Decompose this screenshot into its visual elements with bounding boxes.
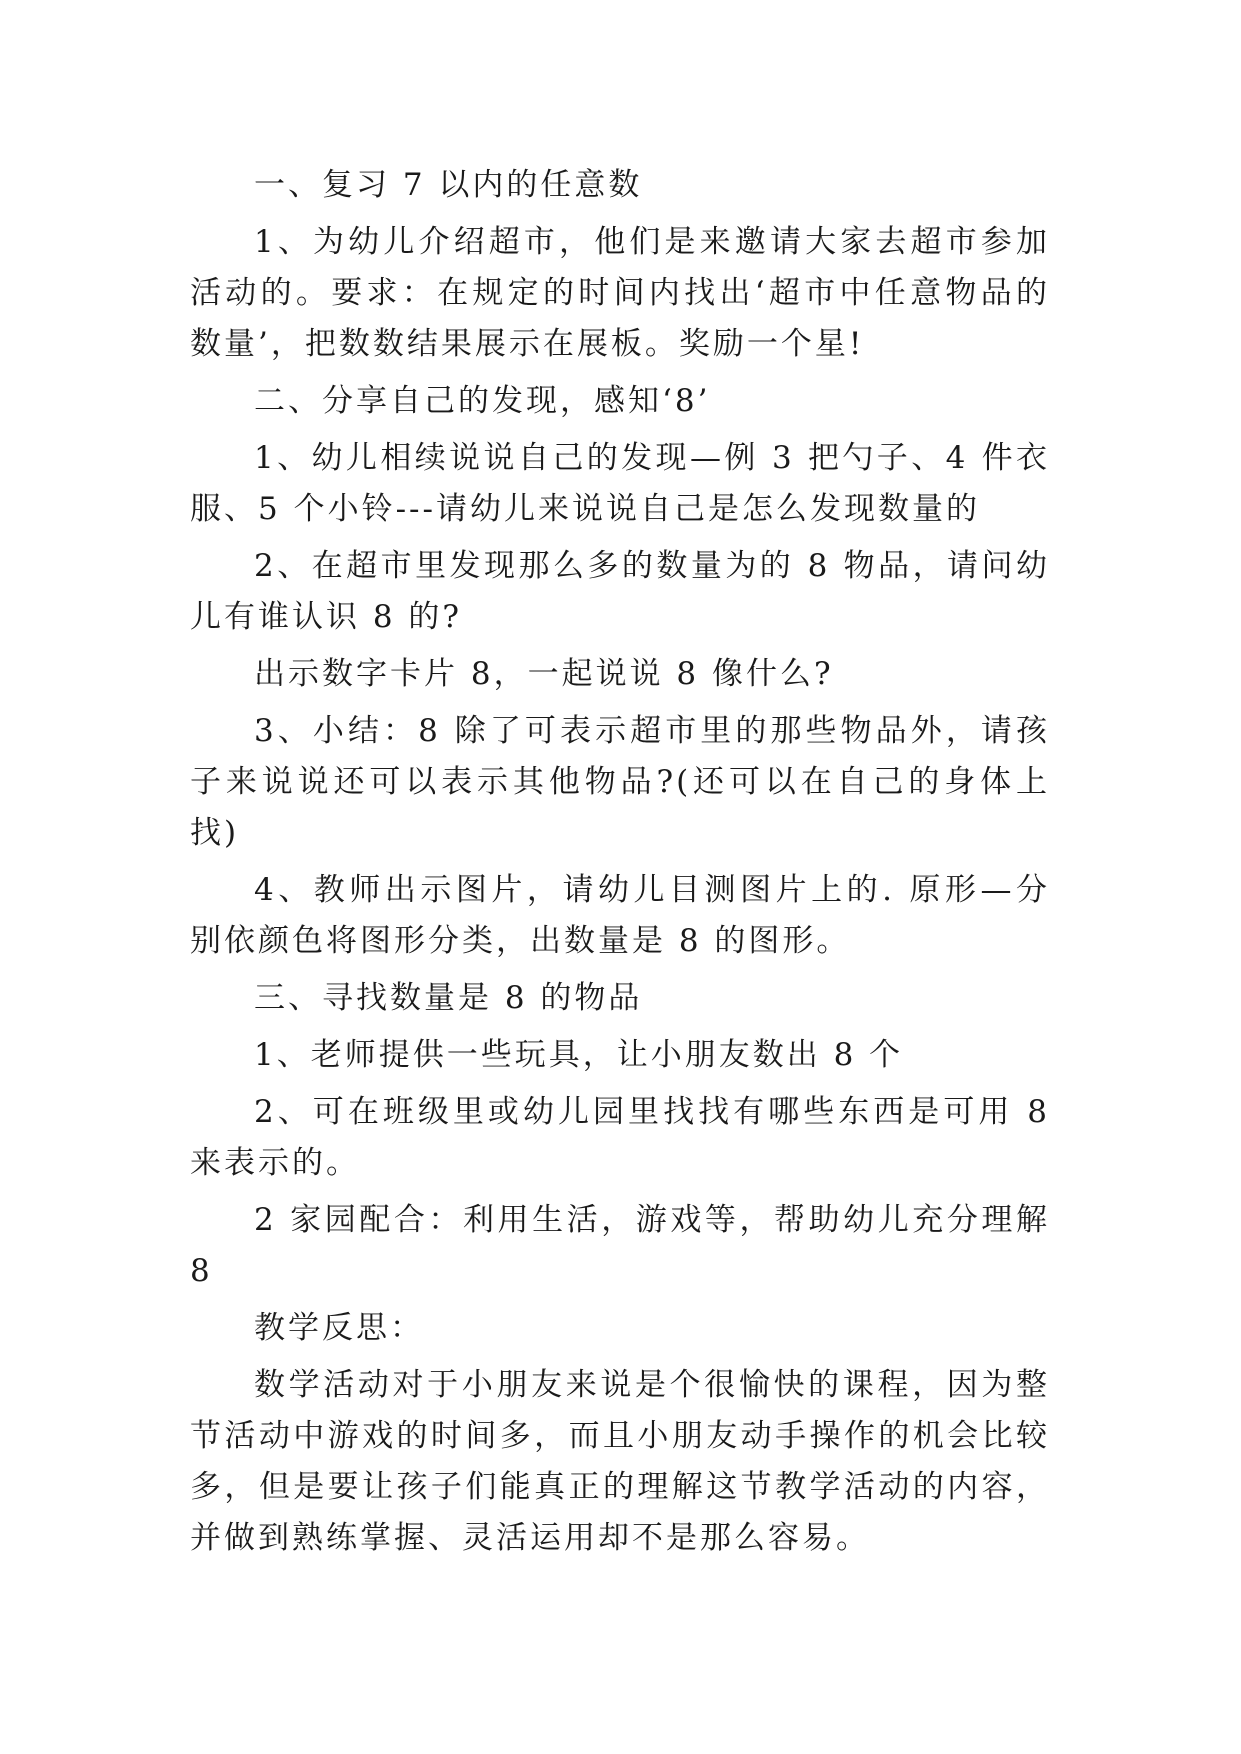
section-heading-find: 三、寻找数量是 8 的物品 [254,980,643,1016]
paragraph-find-2: 2、可在班级里或幼儿园里找找有哪些东西是可用 8 来表示的。 [190,1094,1050,1181]
paragraph-share-2: 2、在超市里发现那么多的数量为的 8 物品，请问幼儿有谁认识 8 的? [190,548,1050,635]
section-heading-review: 一、复习 7 以内的任意数 [254,167,643,203]
reflection-heading: 教学反思： [254,1310,424,1346]
document-body [190,160,1050,1570]
paragraph-summary: 3、小结：8 除了可表示超市里的那些物品外，请孩子来说说还可以表示其他物品?(还可以在自己的身体上找) [190,713,1050,851]
paragraph-number-card: 出示数字卡片 8，一起说说 8 像什么? [254,656,834,692]
section-heading-share: 二、分享自己的发现，感知‘8’ [254,383,711,419]
paragraph-pictures: 4、教师出示图片，请幼儿目测图片上的. 原形—分别依颜色将图形分类，出数量是 8 的图形。 [190,872,1050,959]
paragraph-intro-supermarket: 1、为幼儿介绍超市，他们是来邀请大家去超市参加活动的。要求：在规定的时间内找出‘超市中任意物品的数量’，把数数结果展示在展板。奖励一个星! [190,224,1050,362]
paragraph-find-1: 1、老师提供一些玩具，让小朋友数出 8 个 [254,1037,904,1073]
paragraph-share-1: 1、幼儿相续说说自己的发现—例 3 把勺子、4 件衣服、5 个小铃---请幼儿来说说自己是怎么发现数量的 [190,440,1050,527]
paragraph-home-school: 2 家园配合：利用生活，游戏等，帮助幼儿充分理解 8 [190,1202,1050,1289]
paragraph-reflection: 数学活动对于小朋友来说是个很愉快的课程，因为整节活动中游戏的时间多，而且小朋友动手操作的机会比较多，但是要让孩子们能真正的理解这节教学活动的内容，并做到熟练掌握、灵活运用却不是那么容易。 [190,1367,1050,1556]
